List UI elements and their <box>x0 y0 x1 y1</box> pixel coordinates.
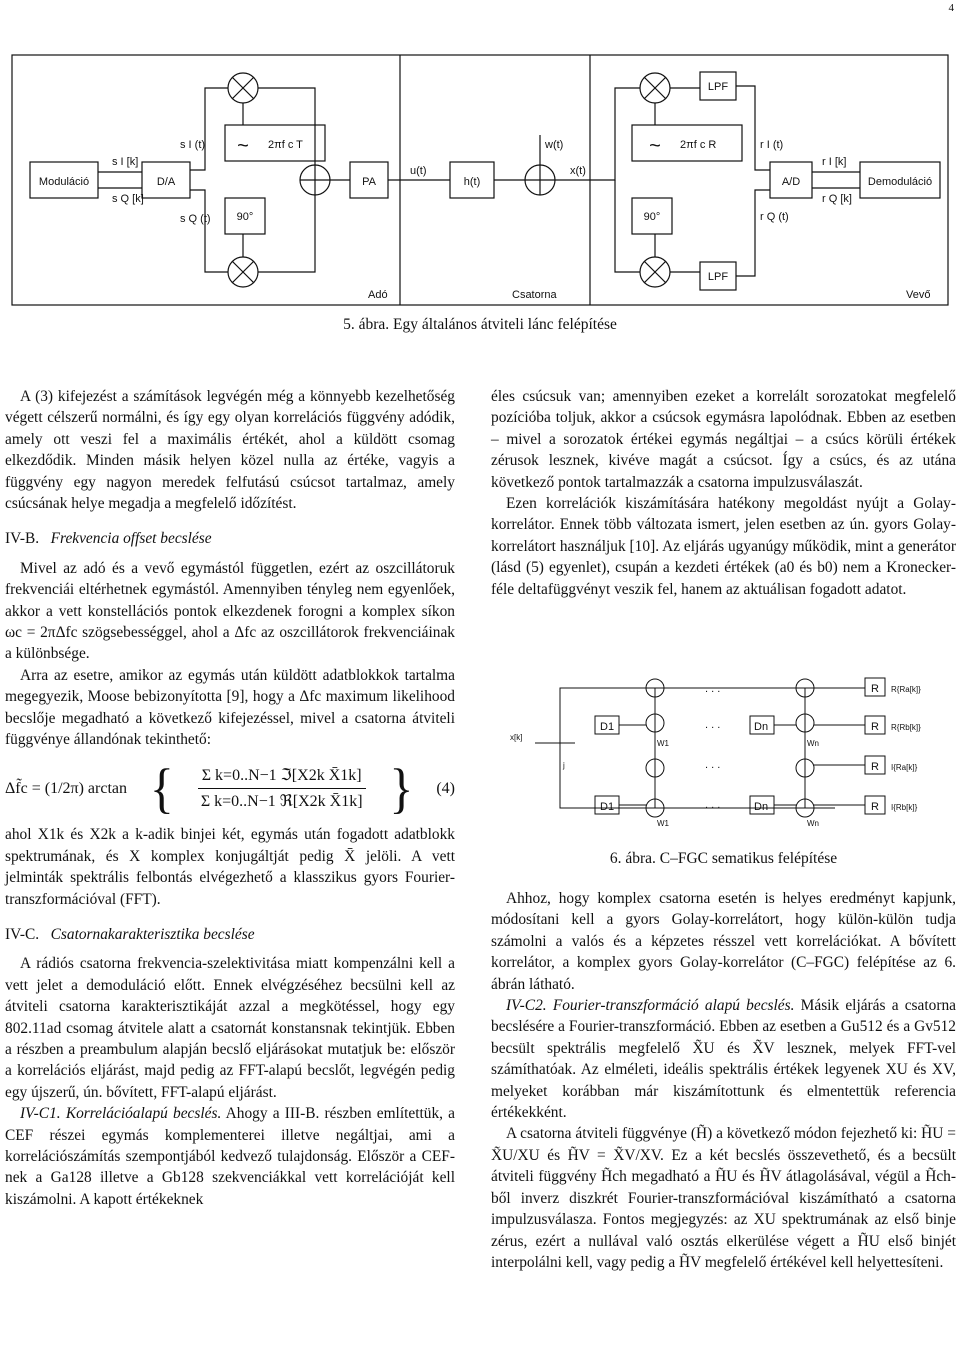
tilde-tx: ~ <box>237 135 249 157</box>
label-ado: Adó <box>368 289 388 301</box>
tilde-rx: ~ <box>649 135 661 157</box>
figure-6-diagram <box>505 668 950 838</box>
dots: . . . <box>705 759 721 771</box>
label-d1: D1 <box>600 721 615 733</box>
equation-lhs: Δf̃c = (1/2π) arctan <box>5 779 127 797</box>
label-ht: h(t) <box>463 176 481 188</box>
subsection-title: Korrelációalapú becslés. <box>65 1105 222 1123</box>
label-lpf-bottom: LPF <box>707 271 729 283</box>
output-1: R{Rb[k]} <box>891 723 921 732</box>
section-number: IV-C. <box>5 925 40 943</box>
paragraph: Mivel az adó és a vevő egymástól független, ezért az oszcillátoruk frekvenciái eltérhetnek egymástól. Amennyiben tényleg nem egyenlőek, akkor a vett konstellációs pontok elkezdenek forogni a komplex síkon ωc = 2πΔfc szögsebességgel, ahol a Δfc az oszcillátorok frekvenciáinak a különbsége. <box>5 559 455 663</box>
paragraph: A csatorna átviteli függvénye (H̃) a következő módon fejezhető ki: H̃U = X̃U/XU és H̃V = X̃V/XV. Ez a két becslés összevethető, és a becsült átviteli függvény H̃ch megadható a H̃U és H̃V átlagolásával, végül a H̃ch-ből inverz diszkrét Fourier-transzformációval kiszámítható a csatorna impulzusválasza. Fontos megjegyzés: az XU spektrumának az első binje zérus, ezért a nullával való osztás elkerülése végett a H̃U első binjét interpolálni kell, vagy pedig a H̃V megfelelő értékével kell helyettesíteni. <box>491 1125 956 1271</box>
label-xt: x(t) <box>570 165 586 177</box>
label-r: R <box>871 683 879 695</box>
dots: . . . <box>705 683 721 695</box>
equation-denominator: Σ k=0..N−1 ℜ[X2k X̄1k] <box>200 792 363 810</box>
equation-fraction <box>197 763 367 815</box>
label-dn: Dn <box>754 721 769 733</box>
label-demodulacio: Demoduláció <box>867 176 933 188</box>
paragraph: Arra az esetre, amikor az egymás után küldött adatblokkok tartalma megegyezik, Moose bebizonyította [9], hogy a Δfc maximum likelihood becslője megadható a következő kifejezéssel, mivel a csatorna átviteli függvénye állandónak tekinthető: <box>5 666 455 749</box>
subsection-number: IV-C2. <box>506 997 547 1015</box>
paragraph-ivc1 <box>5 1103 455 1210</box>
label-sq-t: s Q (t) <box>180 213 211 225</box>
label-w1: W1 <box>657 739 669 748</box>
label-r: R <box>871 721 879 733</box>
label-si-t: s I (t) <box>180 139 206 151</box>
label-ad: A/D <box>781 176 801 188</box>
page-number: 4 <box>948 2 954 14</box>
output-3: I{Rb[k]} <box>891 803 918 812</box>
right-column-bottom <box>491 888 956 1273</box>
label-phase-tx: 90° <box>236 211 254 223</box>
paragraph: Ahhoz, hogy komplex csatorna esetén is helyes eredményt kapjunk, módosítani kell a gyors Golay-korrelátort, hogy külön-külön tudja számolni a valós és a képzetes résszel vett korrelációkat. A bővített korrelátor, a komplex gyors Golay-korrelátor (C–FGC) felépítése az 6. ábrán látható. <box>491 890 956 993</box>
figure-6-caption: 6. ábra. C–FGC sematikus felépítése <box>609 850 838 867</box>
label-wt: w(t) <box>545 139 564 151</box>
label-wn: Wn <box>807 819 819 828</box>
label-input: x[k] <box>510 733 523 742</box>
label-vevo: Vevő <box>906 289 931 301</box>
figure-5-caption: 5. ábra. Egy általános átviteli lánc felépítése <box>343 316 617 333</box>
paragraph: Ezen korrelációk kiszámítására hatékony megoldást nyújt a Golay-korrelátor. Ennek több változata ismert, jelen esetben az ún. gyors Golay-korrelátort használjuk [10]. Az eljárás ugyanúgy működik, mint a generátor (lásd (5) egyenlet), csupán a kezdeti értékek (a0 és b0) nem a Kronecker-féle deltafüggvényt veszik fel, hanem az aktuálisan fogadott adatot. <box>491 495 956 598</box>
label-si-k: s I [k] <box>112 156 139 168</box>
label-d1: D1 <box>600 801 615 813</box>
label-phase-rx: 90° <box>643 211 661 223</box>
subsection-title: Fourier-transzformáció alapú becslés. <box>552 997 795 1015</box>
output-2: I{Ra[k]} <box>891 763 918 772</box>
paragraph-text: Másik eljárás a csatorna becslésére a Fourier-transzformáció. Ebben az esetben a Gu512 és a Gv512 becsült spektrális megfelelő X̃U és X̃V lesznek, melyek FFT-vel számíthatóak. Az elméleti, ideális spektrális értékek legyenek XU és XV, melyeket korábban már kiszámítottunk és elmentettük referencia értékekként. <box>491 997 956 1122</box>
figure-5-block-diagram <box>0 0 960 312</box>
paragraph: éles csúcsuk van; amennyiben ezeket a korrelált sorozatokat megfelelő pozícióba toljuk, akkor a csúcsok egymásra lapolódnak. Ebben az esetben – mivel a sorozatok értékei egymás negáltjai – a csúcs körüli értékek zérusok lesznek, kivéve magát a csúcsot. Így a csúcs, és az utána következő pontok tartalmazzák a csatorna impulzusválaszát. <box>491 388 956 491</box>
paragraph-ivc2 <box>491 995 956 1123</box>
label-osc-tx: 2πf c T <box>268 139 303 151</box>
equation-number: (4) <box>436 779 455 797</box>
subsection-number: IV-C1. <box>20 1105 61 1123</box>
label-r: R <box>871 761 879 773</box>
label-pa: PA <box>362 176 376 188</box>
left-column <box>5 386 455 1210</box>
equation-numerator: Σ k=0..N−1 ℑ[X2k X̄1k] <box>198 763 366 789</box>
paragraph: A (3) kifejezést a számítások legvégén még a könnyebb kezelhetőség végett célszerű normálni, és így egy olyan korrelációs függvény adódik, amely ott veszi fel a maximális értékét, ahol a küldött csomag elkezdődik. Minden másik helyen közel nulla az értéke, vagyis a függvény egy nagyon meredek felfutású csúcsot tartalmaz, amely csúcsának helye megadja a megfelelő időzítést. <box>5 388 455 513</box>
output-0: R{Ra[k]} <box>891 685 921 694</box>
label-osc-rx: 2πf c R <box>680 139 717 151</box>
label-ri-t: r I (t) <box>760 139 784 151</box>
label-da: D/A <box>156 176 176 188</box>
label-ri-k: r I [k] <box>822 156 847 168</box>
label-ut: u(t) <box>410 165 427 177</box>
section-title: Csatornakarakterisztika becslése <box>50 925 255 943</box>
label-j: j <box>563 761 565 770</box>
label-sq-k: s Q [k] <box>112 193 144 205</box>
label-rq-t: r Q (t) <box>760 211 789 223</box>
dots: . . . <box>705 799 721 811</box>
right-column-top <box>491 386 956 600</box>
label-r: R <box>871 801 879 813</box>
label-csatorna: Csatorna <box>512 289 557 301</box>
label-dn: Dn <box>754 801 769 813</box>
paragraph-text: Ahogy a III-B. részben említettük, a CEF részei egymás komplementerei illetve negáltjai, ami a korrelációszámítás szempontjából kedvező tulajdonság. Először a CEF-nek a Ga128 illetve a Gb128 szekvenciákkal vett korrelációját kell kiszámolni. A kapott értékeknek <box>5 1105 456 1208</box>
label-modulacio: Moduláció <box>38 176 90 188</box>
section-heading-ivb <box>5 528 455 549</box>
paragraph: A rádiós csatorna frekvencia-szelektivitása miatt kompenzálni kell a vett jelet a demoduláció előtt. Ennek elvégzéséhez becsülni kell az átviteli csatorna karakterisztikáját azzal a megkötéssel, hogy egy 802.11ad csomag átvitele alatt a csatornát konstansnak tekintjük. Ebben a részben a preambulum alapján becslő eljárásokat mutatjuk be: először a korrelációs eljárást, majd pedig az FFT-alapú becslőt, legvégén pedig egy újszerű, ún. bővített, FFT-alapú eljárást. <box>5 955 455 1101</box>
label-w1: W1 <box>657 819 669 828</box>
section-title: Frekvencia offset becslése <box>50 530 212 548</box>
label-rq-k: r Q [k] <box>822 193 852 205</box>
label-lpf-top: LPF <box>707 81 729 93</box>
section-heading-ivc <box>5 924 455 945</box>
equation-4: Δf̃c = (1/2π) arctan { $\frac{\text{Σ k=0..N−1 ℑ[X2k X̄1k]}}{\text{Σ k=0..N−1 ℜ[X2k X̄1k]}}$ } (4) <box>5 757 455 820</box>
paragraph: ahol X1k és X2k a k-adik binjei két, egymás után fogadott adatblokk spektrumának, és X komplex konjugáltját pedig X̄ jelöli. A vett jelminták spektrális felbontás elvégezhető a klasszikus gyors Fourier-transzformációval (FFT). <box>5 826 455 908</box>
label-wn: Wn <box>807 739 819 748</box>
dots: . . . <box>705 719 721 731</box>
section-number: IV-B. <box>5 530 40 548</box>
